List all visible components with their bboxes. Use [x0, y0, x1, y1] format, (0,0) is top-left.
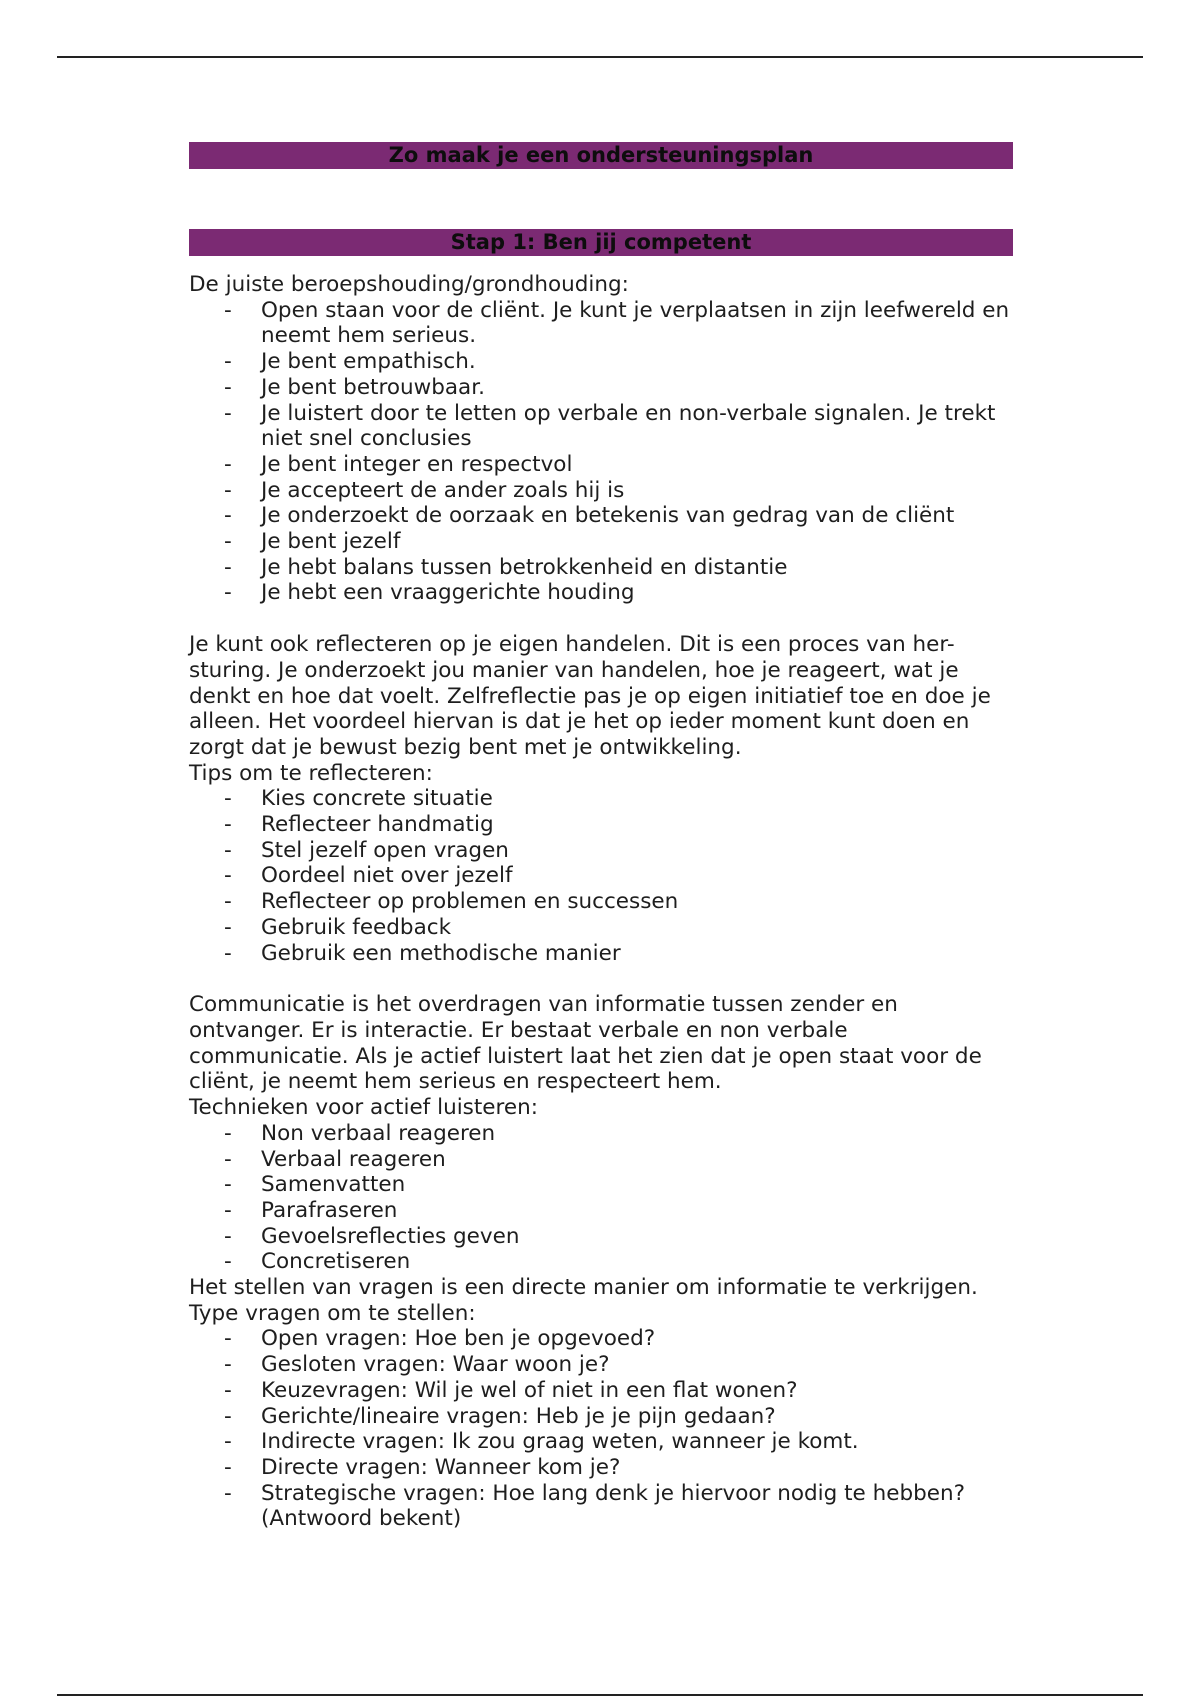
listening-techniques-list — [189, 1121, 1013, 1275]
question-types-list — [189, 1326, 1013, 1532]
list-item: - Directe vragen: Wanneer kom je? — [261, 1455, 1013, 1481]
list-item: - Open staan voor de cliënt. Je kunt je verplaatsen in zijn leefwereld en neemt hem serieus. — [261, 298, 1013, 349]
document-title-banner: Zo maak je een ondersteuningsplan — [189, 142, 1013, 169]
list-item: - Gevoelsreflecties geven — [261, 1224, 1013, 1250]
list-item: - Gebruik een methodische manier — [261, 941, 1013, 967]
listening-techniques-intro: Technieken voor actief luisteren: — [189, 1095, 538, 1121]
list-item: - Je bent betrouwbaar. — [261, 375, 1013, 401]
list-item: - Parafraseren — [261, 1198, 1013, 1224]
list-item: - Je onderzoekt de oorzaak en betekenis van gedrag van de cliënt — [261, 503, 1013, 529]
list-item: - Oordeel niet over jezelf — [261, 863, 1013, 889]
section1-intro: De juiste beroepshouding/grondhouding: — [189, 272, 629, 297]
list-item: - Stel jezelf open vragen — [261, 838, 1013, 864]
communication-paragraph: Communicatie is het overdragen van informatie tussen zender en ontvanger. Er is interactie. Er bestaat verbale en non verbale communicatie. Als je actief luistert laat het zien dat je open staat voor de cliënt, je neemt hem serieus en respecteert hem. — [189, 992, 982, 1095]
list-item: - Gesloten vragen: Waar woon je? — [261, 1352, 1013, 1378]
list-item: - Indirecte vragen: Ik zou graag weten, wanneer je komt. — [261, 1429, 1013, 1455]
questions-paragraph: Het stellen van vragen is een directe manier om informatie te verkrijgen. — [189, 1275, 978, 1301]
list-item: - Reflecteer op problemen en successen — [261, 889, 1013, 915]
list-item: - Samenvatten — [261, 1172, 1013, 1198]
reflection-tips-list — [189, 786, 1013, 966]
list-item: - Gerichte/lineaire vragen: Heb je je pijn gedaan? — [261, 1404, 1013, 1430]
list-item: - Keuzevragen: Wil je wel of niet in een flat wonen? — [261, 1378, 1013, 1404]
list-item: - Open vragen: Hoe ben je opgevoed? — [261, 1326, 1013, 1352]
list-item: - Je bent integer en respectvol — [261, 452, 1013, 478]
reflection-tips-intro: Tips om te reflecteren: — [189, 760, 433, 786]
list-item: - Je hebt balans tussen betrokkenheid en distantie — [261, 555, 1013, 581]
list-item: - Concretiseren — [261, 1249, 1013, 1275]
document-body — [189, 142, 1013, 1532]
list-item: - Je luistert door te letten op verbale en non-verbale signalen. Je trekt niet snel conclusies — [261, 401, 1013, 452]
list-item: - Strategische vragen: Hoe lang denk je hiervoor nodig te hebben? (Antwoord bekent) — [261, 1481, 1013, 1532]
list-item: - Verbaal reageren — [261, 1147, 1013, 1173]
attitude-list — [189, 298, 1013, 606]
list-item: - Je accepteert de ander zoals hij is — [261, 478, 1013, 504]
list-item: - Reflecteer handmatig — [261, 812, 1013, 838]
list-item: - Je hebt een vraaggerichte houding — [261, 580, 1013, 606]
list-item: - Non verbaal reageren — [261, 1121, 1013, 1147]
step-heading-banner: Stap 1: Ben jij competent — [189, 229, 1013, 256]
list-item: - Kies concrete situatie — [261, 786, 1013, 812]
list-item: - Je bent jezelf — [261, 529, 1013, 555]
list-item: - Gebruik feedback — [261, 915, 1013, 941]
reflection-paragraph: Je kunt ook reflecteren op je eigen handelen. Dit is een proces van her-sturing. Je onderzoekt jou manier van handelen, hoe je reageert, wat je denkt en hoe dat voelt. Zelfreflectie pas je op eigen initiatief toe en doe je alleen. Het voordeel hiervan is dat je het op ieder moment kunt doen en zorgt dat je bewust bezig bent met je ontwikkeling. — [189, 632, 991, 760]
header-rule — [57, 56, 1143, 58]
question-types-intro: Type vragen om te stellen: — [189, 1300, 476, 1326]
list-item: - Je bent empathisch. — [261, 349, 1013, 375]
footer-rule — [57, 1694, 1143, 1696]
